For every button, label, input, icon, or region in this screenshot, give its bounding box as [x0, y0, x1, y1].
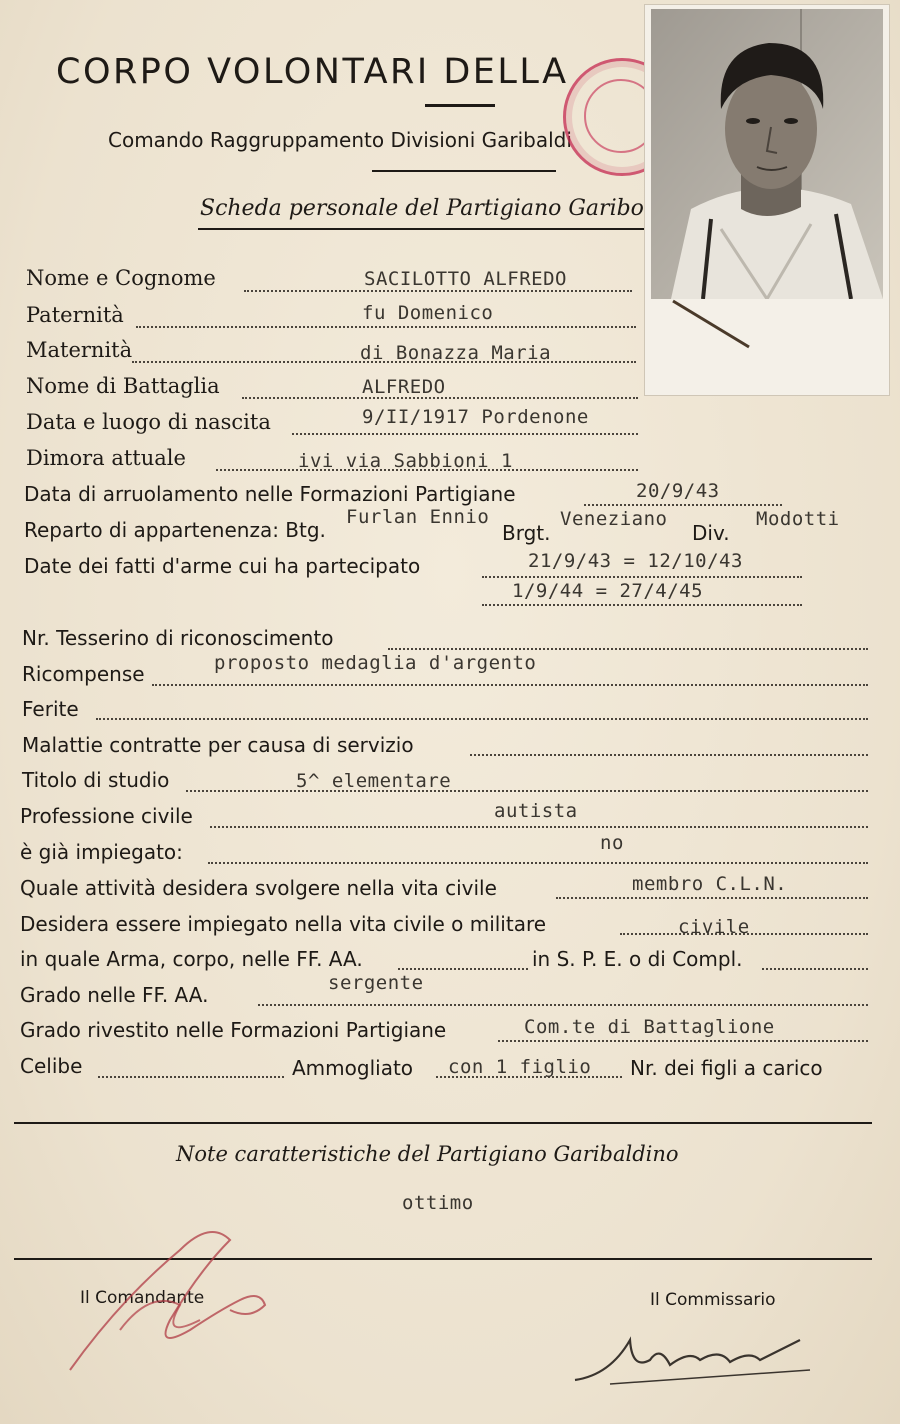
- professione-value: autista: [494, 800, 578, 822]
- nome-line: [244, 290, 632, 292]
- arma-spe-label: in S. P. E. o di Compl.: [532, 947, 743, 971]
- arruolamento-value: 20/9/43: [636, 480, 720, 502]
- arma-line: [398, 968, 528, 970]
- attivita-value: membro C.L.N.: [632, 873, 788, 895]
- grado-value: sergente: [328, 972, 424, 994]
- figli-label: Nr. dei figli a carico: [630, 1056, 823, 1080]
- ammogliato-value: con 1 figlio: [448, 1056, 592, 1078]
- battaglia-value: ALFREDO: [362, 376, 446, 398]
- tesserino-line: [388, 648, 868, 650]
- grado-part-line: [498, 1040, 868, 1042]
- nome-value: SACILOTTO ALFREDO: [364, 268, 567, 290]
- fatti-label: Date dei fatti d'arme cui ha partecipato: [24, 554, 421, 578]
- reparto-btg-value: Furlan Ennio: [346, 506, 490, 528]
- reparto-brgt-label: Brgt.: [502, 521, 551, 545]
- reparto-label: Reparto di appartenenza: Btg.: [24, 518, 326, 542]
- attivita-label: Quale attività desidera svolgere nella vita civile: [20, 876, 497, 900]
- reparto-brgt-value: Veneziano: [560, 508, 668, 530]
- commissario-label: Il Commissario: [650, 1290, 776, 1310]
- title-divider: [425, 104, 495, 107]
- celibe-label: Celibe: [20, 1054, 83, 1078]
- ferite-line: [96, 718, 868, 720]
- paternita-value: fu Domenico: [362, 302, 494, 324]
- ammogliato-label: Ammogliato: [292, 1056, 414, 1080]
- professione-label: Professione civile: [20, 804, 193, 828]
- grado-part-value: Com.te di Battaglione: [524, 1016, 775, 1038]
- form-title: Scheda personale del Partigiano Garibo: [200, 196, 644, 221]
- attivita-line: [556, 897, 868, 899]
- grado-label: Grado nelle FF. AA.: [20, 983, 209, 1007]
- paternita-label: Paternità: [26, 303, 124, 327]
- comandante-signature: [60, 1210, 280, 1380]
- maternita-label: Maternità: [26, 338, 133, 362]
- dimora-label: Dimora attuale: [26, 446, 186, 470]
- reparto-div-label: Div.: [692, 521, 730, 545]
- fatti-value-2: 1/9/44 = 27/4/45: [512, 580, 704, 602]
- studio-line: [186, 790, 868, 792]
- notes-value: ottimo: [402, 1192, 474, 1214]
- arruolamento-label: Data di arruolamento nelle Formazioni Partigiane: [24, 482, 516, 506]
- comandante-label: Il Comandante: [80, 1288, 205, 1308]
- notes-title: Note caratteristiche del Partigiano Garibaldino: [176, 1142, 679, 1166]
- desidera-label: Desidera essere impiegato nella vita civile o militare: [20, 912, 547, 936]
- grado-part-label: Grado rivestito nelle Formazioni Partigiane: [20, 1018, 447, 1042]
- fatti-value-1: 21/9/43 = 12/10/43: [528, 550, 743, 572]
- studio-value: 5^ elementare: [296, 770, 452, 792]
- impiegato-value: no: [600, 832, 624, 854]
- nome-label: Nome e Cognome: [26, 266, 216, 290]
- grado-line: [258, 1004, 868, 1006]
- professione-line: [210, 826, 868, 828]
- ricompense-value: proposto medaglia d'argento: [214, 652, 537, 674]
- form-title-underline: [198, 228, 646, 230]
- arma-spe-line: [762, 968, 868, 970]
- fatti-line-2: [482, 604, 802, 606]
- battaglia-label: Nome di Battaglia: [26, 374, 220, 398]
- arma-label: in quale Arma, corpo, nelle FF. AA.: [20, 947, 363, 971]
- maternita-value: di Bonazza Maria: [360, 342, 552, 364]
- section-separator: [14, 1122, 872, 1124]
- desidera-value: civile: [678, 916, 750, 938]
- nascita-line: [292, 433, 638, 435]
- arruolamento-line: [584, 504, 782, 506]
- ricompense-line: [152, 684, 868, 686]
- subtitle-divider: [372, 170, 556, 172]
- impiegato-line: [208, 862, 868, 864]
- impiegato-label: è già impiegato:: [20, 840, 183, 864]
- ricompense-label: Ricompense: [22, 662, 145, 686]
- ferite-label: Ferite: [22, 697, 79, 721]
- document-title: CORPO VOLONTARI DELLA: [56, 52, 569, 92]
- fatti-line-1: [482, 576, 802, 578]
- nascita-label: Data e luogo di nascita: [26, 410, 271, 434]
- malattie-line: [470, 754, 868, 756]
- studio-label: Titolo di studio: [22, 768, 170, 792]
- commissario-signature: [570, 1320, 820, 1390]
- document-subtitle: Comando Raggruppamento Divisioni Garibaldi: [108, 128, 572, 152]
- nascita-value: 9/II/1917 Pordenone: [362, 406, 589, 428]
- dimora-value: ivi via Sabbioni 1: [298, 450, 513, 472]
- paternita-line: [136, 326, 636, 328]
- tesserino-label: Nr. Tesserino di riconoscimento: [22, 626, 334, 650]
- partisan-photo: [644, 4, 890, 396]
- reparto-div-value: Modotti: [756, 508, 840, 530]
- celibe-line: [98, 1076, 284, 1078]
- malattie-label: Malattie contratte per causa di servizio: [22, 733, 414, 757]
